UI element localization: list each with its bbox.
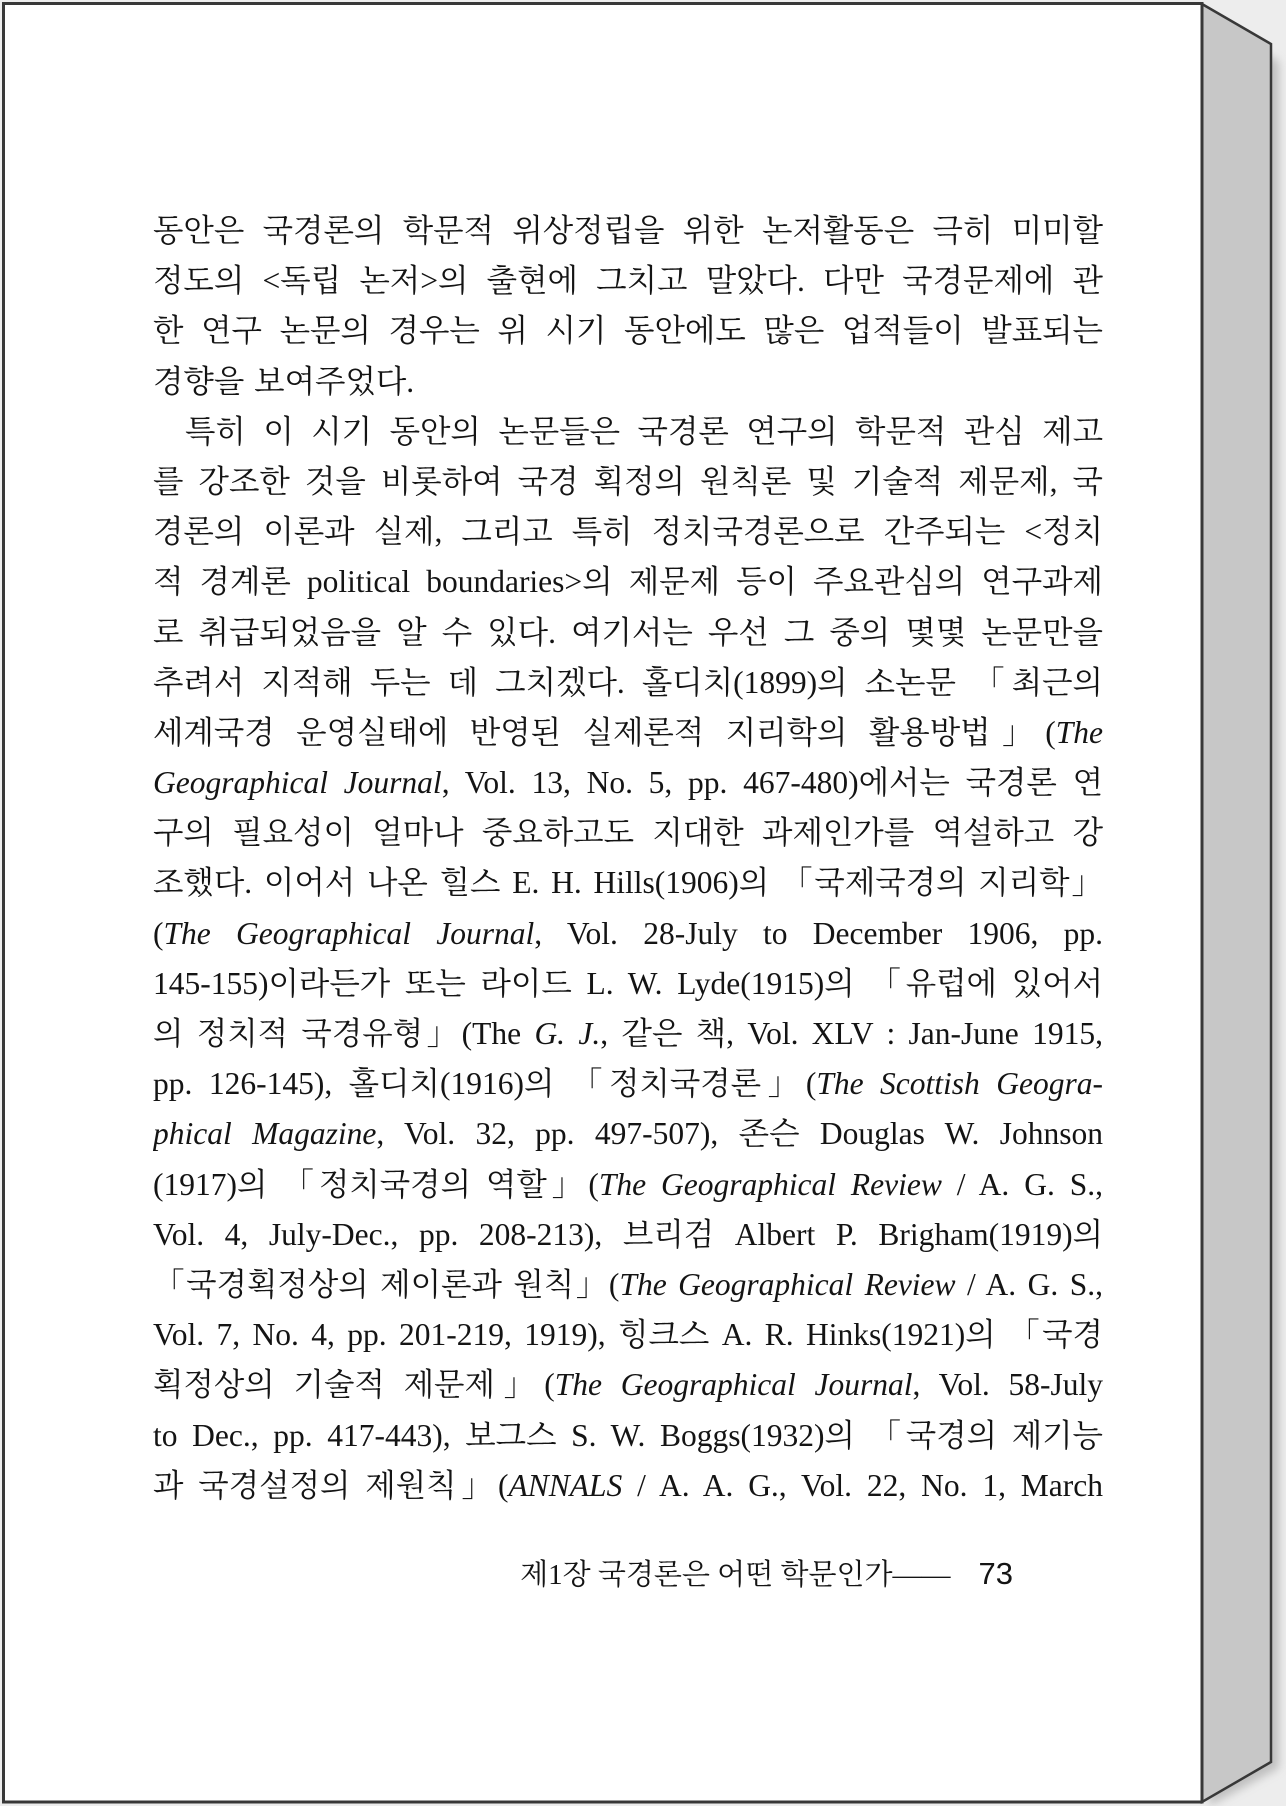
- footer-dash: ——: [892, 1559, 951, 1591]
- text-segment: 정도의 <독립 논저>의 출현에 그치고 말았다. 다만 국경문제에 관: [153, 263, 1103, 299]
- text-line: [153, 909, 1103, 959]
- journal-title-segment: The: [1055, 714, 1103, 750]
- journal-title-segment: phical Magazine: [153, 1116, 377, 1152]
- text-segment: , 같은 책, Vol. XLV : Jan-June 1915,: [600, 1016, 1103, 1051]
- text-segment: 동안은 국경론의 학문적 위상정립을 위한 논저활동은 극히 미미할: [153, 213, 1103, 248]
- text-segment: 조했다. 이어서 나온 힐스 E. H. Hills(1906)의 「국제국경의 지리학」: [153, 865, 1103, 901]
- text-line: [153, 507, 1103, 557]
- page-number: 73: [978, 1556, 1013, 1591]
- text-segment: / A. G. S.,: [941, 1166, 1103, 1202]
- text-line: [153, 758, 1103, 808]
- text-segment: , Vol. 13, No. 5, pp. 467-480)에서는 국경론 연: [441, 765, 1103, 801]
- text-segment: , Vol. 28-July to December 1906, pp.: [534, 915, 1103, 951]
- text-segment: , Vol. 58-July: [912, 1367, 1103, 1403]
- text-segment: (: [153, 915, 164, 951]
- text-segment: 획정상의 기술적 제문제」(: [153, 1367, 555, 1403]
- text-segment: pp. 126-145), 홀디치(1916)의 「정치국경론」(: [153, 1066, 817, 1102]
- text-segment: 를 강조한 것을 비롯하여 국경 획정의 원칙론 및 기술적 제문제, 국: [153, 463, 1103, 499]
- text-line: [153, 1260, 1103, 1310]
- text-line: [153, 1360, 1103, 1410]
- text-segment: 추려서 지적해 두는 데 그치겠다. 홀디치(1899)의 소논문 「최근의: [153, 664, 1103, 700]
- journal-title-segment: The Scottish Geogra-: [816, 1066, 1103, 1102]
- text-segment: 145-155)이라든가 또는 라이드 L. W. Lyde(1915)의 「유럽에 있어서: [153, 965, 1103, 1001]
- text-segment: 경론의 이론과 실제, 그리고 특히 정치국경론으로 간주되는 <정치: [153, 514, 1103, 550]
- text-line: [153, 457, 1103, 507]
- text-line: [153, 1160, 1103, 1210]
- text-line: [153, 1009, 1103, 1059]
- journal-title-segment: Geographical Journal: [153, 765, 442, 801]
- text-segment: (1917)의 「정치국경의 역할」(: [153, 1166, 599, 1202]
- text-segment: 적 경계론 political boundaries>의 제문제 등이 주요관심의 연구과제: [153, 564, 1103, 600]
- body-text: [153, 206, 1103, 1511]
- text-segment: 세계국경 운영실태에 반영된 실제론적 지리학의 활용방법」(: [153, 714, 1056, 750]
- text-segment: Vol. 4, July-Dec., pp. 208-213), 브리검 Albert P. Brigham(1919)의: [153, 1216, 1103, 1252]
- text-line: [153, 1411, 1103, 1461]
- text-line: [153, 708, 1103, 758]
- text-segment: 한 연구 논문의 경우는 위 시기 동안에도 많은 업적들이 발표되는: [153, 313, 1103, 349]
- text-line: [153, 608, 1103, 658]
- text-line: [153, 959, 1103, 1009]
- text-line: [153, 557, 1103, 607]
- text-line: [153, 306, 1103, 356]
- journal-title-segment: G. J.: [534, 1016, 601, 1051]
- text-line: [153, 1310, 1103, 1360]
- journal-title-segment: The Geographical Review: [619, 1266, 956, 1302]
- text-segment: 로 취급되었음을 알 수 있다. 여기서는 우선 그 중의 몇몇 논문만을: [153, 614, 1103, 650]
- text-segment: 의 정치적 국경유형」(The: [153, 1016, 535, 1051]
- text-line: [153, 206, 1103, 256]
- text-segment: 구의 필요성이 얼마나 중요하고도 지대한 과제인가를 역설하고 강: [153, 815, 1103, 851]
- text-segment: 특히 이 시기 동안의 논문들은 국경론 연구의 학문적 관심 제고: [185, 413, 1103, 449]
- text-line: [153, 357, 1103, 407]
- journal-title-segment: The Geographical Journal: [163, 915, 535, 951]
- page-depth-edge: [1202, 4, 1271, 1802]
- text-line: [153, 808, 1103, 858]
- text-segment: / A. G. S.,: [955, 1266, 1103, 1302]
- text-line: [153, 256, 1103, 306]
- text-line: [153, 1109, 1103, 1159]
- text-line: [153, 658, 1103, 708]
- text-segment: , Vol. 32, pp. 497-507), 존슨 Douglas W. Johnson: [376, 1116, 1103, 1152]
- text-line: [153, 1461, 1103, 1511]
- text-segment: / A. A. G., Vol. 22, No. 1, March: [622, 1467, 1103, 1503]
- text-line: [153, 407, 1103, 457]
- text-line: [153, 858, 1103, 908]
- text-segment: 경향을 보여주었다.: [153, 363, 415, 399]
- journal-title-segment: The Geographical Review: [598, 1166, 942, 1202]
- text-segment: to Dec., pp. 417-443), 보그스 S. W. Boggs(1932)의 「국경의 제기능: [153, 1417, 1103, 1453]
- text-segment: 「국경획정상의 제이론과 원칙」(: [153, 1266, 620, 1302]
- text-segment: Vol. 7, No. 4, pp. 201-219, 1919), 힝크스 A. R. Hinks(1921)의 「국경: [153, 1317, 1103, 1353]
- text-line: [153, 1059, 1103, 1109]
- footer-chapter-title: 제1장 국경론은 어떤 학문인가: [520, 1559, 893, 1591]
- text-segment: 과 국경설정의 제원칙」(: [153, 1467, 509, 1503]
- journal-title-segment: ANNALS: [508, 1467, 623, 1503]
- page-surface: [3, 3, 1202, 1802]
- text-line: [153, 1210, 1103, 1260]
- journal-title-segment: The Geographical Journal: [554, 1367, 913, 1403]
- page-footer: [153, 1554, 1013, 1595]
